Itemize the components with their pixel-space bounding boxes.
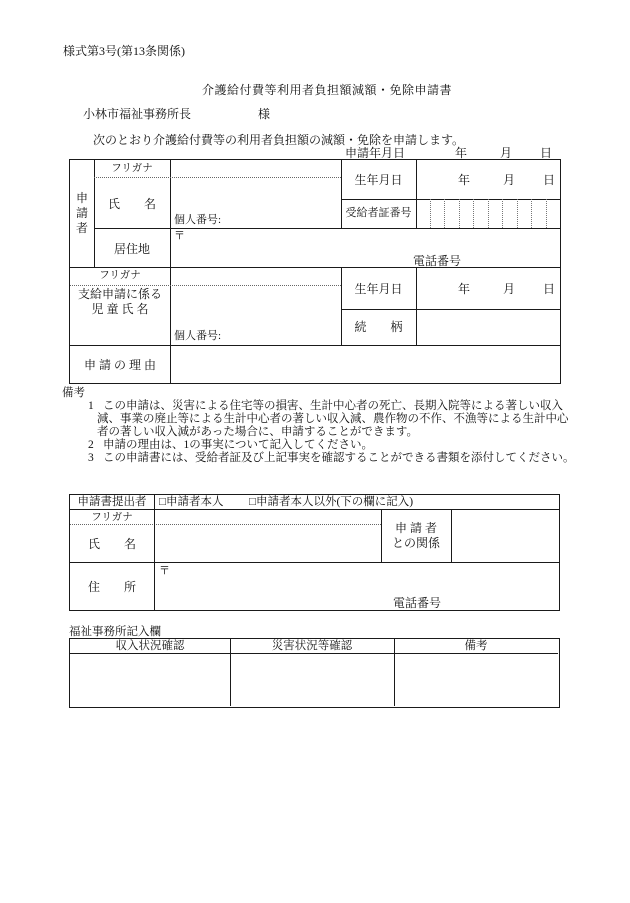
recipient-cert-number-cells [416, 199, 560, 228]
grid-line-v [416, 267, 417, 345]
grid-line-h [70, 562, 559, 563]
note-text: 減、事業の廃止等による生計中心者の著しい収入減、農作物の不作、不漁等による生計中心 [97, 413, 569, 425]
cert-digit-cell [459, 199, 474, 228]
form-number: 様式第3号(第13条関係) [63, 44, 185, 58]
submitter-postal-mark: 〒 [159, 565, 170, 577]
relation-label-line2: との関係 [391, 536, 440, 550]
notes-section [62, 387, 582, 465]
furigana-dotted-rule [70, 285, 341, 286]
child-birthdate-label: 生年月日 [354, 282, 403, 296]
application-date-year-label: 年 [455, 146, 468, 160]
office-section-heading: 福祉事務所記入欄 [69, 626, 161, 638]
furigana-dotted-rule [94, 177, 341, 178]
note-text: 者の著しい収入減があった場合に、申請することができます。 [97, 426, 418, 438]
notes-heading: 備考 [62, 387, 85, 399]
grid-line-h [341, 309, 560, 310]
submitter-furigana-label: フリガナ [91, 512, 133, 523]
note-item [62, 439, 582, 452]
addressee-honorific: 様 [258, 107, 271, 121]
name-label: 氏 名 [107, 197, 156, 211]
grid-line-v [170, 160, 171, 383]
grid-line-h [70, 345, 560, 346]
cert-digit-cell [531, 199, 546, 228]
child-birthdate-day-label: 日 [543, 282, 556, 296]
submitter-phone-label: 電話番号 [393, 596, 442, 610]
note-text: この申請書には、受給者証及び上記事実を確認することができる書類を添付してください。 [103, 452, 575, 464]
application-date-day-label: 日 [540, 146, 553, 160]
birthdate-label: 生年月日 [354, 173, 403, 187]
relationship-label: 続 柄 [354, 320, 403, 334]
child-name-label-line2: 児 童 氏 名 [91, 302, 149, 316]
grid-line-h [70, 267, 560, 268]
child-name-label-line1: 支給申請に係る [77, 287, 162, 301]
note-text: 申請の理由は、1の事実について記入してください。 [103, 439, 374, 451]
reason-label: 申 請 の 理 由 [83, 358, 156, 372]
cert-digit-cell [517, 199, 532, 228]
office-table [69, 638, 560, 708]
furigana-label: フリガナ [111, 163, 153, 174]
cert-digit-cell [430, 199, 445, 228]
checkbox-option-other[interactable]: □申請者本人以外(下の欄に記入) [249, 496, 414, 508]
note-number: 3 [88, 452, 94, 464]
birthdate-year-label: 年 [458, 173, 471, 187]
applicant-group-label: 申請者 [76, 191, 89, 235]
disaster-status-header: 災害状況等確認 [271, 640, 353, 652]
postal-mark: 〒 [174, 230, 185, 242]
cert-digit-cell [488, 199, 503, 228]
note-number: 1 [88, 400, 94, 412]
residence-label: 居住地 [113, 242, 150, 256]
note-item [62, 452, 582, 465]
note-text: この申請は、災害による住宅等の損害、生計中心者の死亡、長期入院等による著しい収入 [103, 400, 563, 412]
grid-line-v [154, 495, 155, 610]
birthdate-day-label: 日 [543, 173, 556, 187]
birthdate-month-label: 月 [503, 173, 516, 187]
checkbox-option-self[interactable]: □申請者本人 [159, 496, 224, 508]
income-status-header: 収入状況確認 [115, 640, 185, 652]
submitter-table [69, 494, 560, 611]
child-personal-number-label: 個人番号: [174, 330, 222, 342]
child-birthdate-year-label: 年 [458, 282, 471, 296]
recipient-cert-number-label: 受給者証番号 [345, 207, 412, 219]
cert-digit-cell [473, 199, 488, 228]
note-item [62, 400, 582, 413]
declaration-text: 次のとおり介護給付費等の利用者負担額の減額・免除を申請します。 [93, 133, 465, 147]
phone-label: 電話番号 [413, 254, 462, 268]
submitter-address-label: 住 所 [87, 580, 136, 594]
remarks-header: 備考 [464, 640, 488, 652]
cert-digit-cell [502, 199, 517, 228]
relation-to-applicant-label [381, 521, 451, 551]
addressee: 小林市福祉事務所長 [83, 107, 192, 121]
personal-number-label: 個人番号: [174, 214, 222, 226]
application-date-label: 申請年月日 [345, 146, 406, 160]
child-furigana-label: フリガナ [99, 270, 141, 281]
document-title: 介護給付費等利用者負担額減額・免除申請書 [202, 83, 453, 97]
cert-digit-cell [444, 199, 459, 228]
applicant-table [69, 159, 561, 384]
application-date-month-label: 月 [500, 146, 513, 160]
note-number: 2 [88, 439, 94, 451]
cert-digit-cell [546, 199, 561, 228]
submitter-name-label: 氏 名 [87, 537, 136, 551]
grid-line-h [94, 228, 560, 229]
grid-line-v [451, 509, 452, 562]
cert-digit-cell [416, 199, 430, 228]
relation-label-line1: 申 請 者 [394, 521, 437, 535]
child-birthdate-month-label: 月 [503, 282, 516, 296]
submitter-label: 申請書提出者 [77, 496, 147, 508]
